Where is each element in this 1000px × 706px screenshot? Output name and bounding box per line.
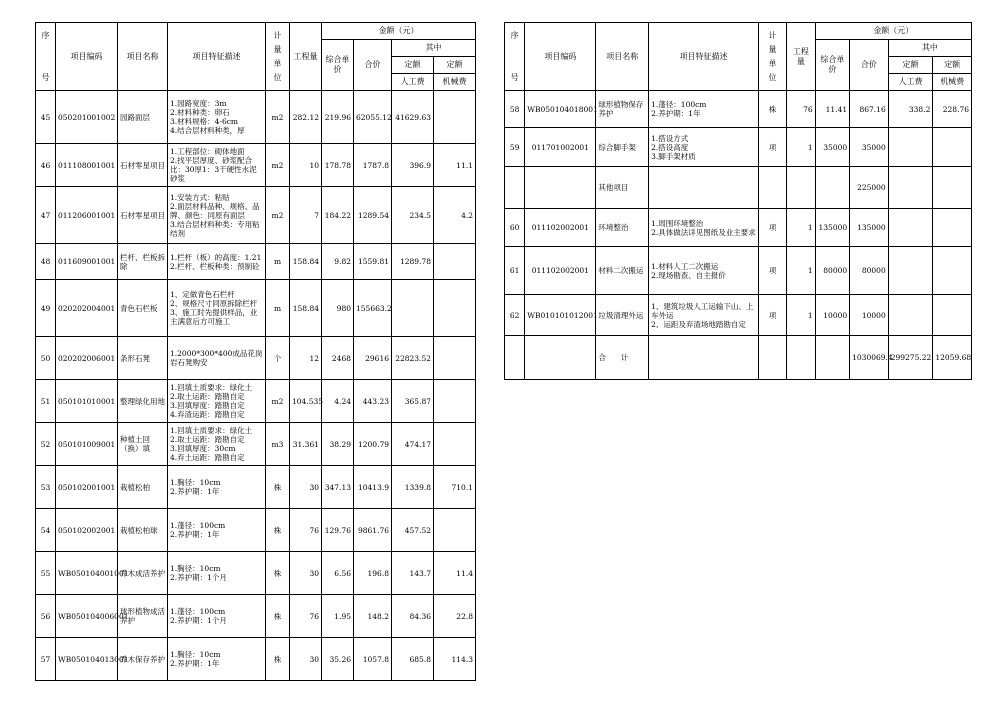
row-unit: m2: [266, 380, 290, 423]
row-total: 135000: [850, 209, 889, 247]
row-name: 环境整治: [596, 209, 649, 247]
row-total: 155663.2: [354, 280, 392, 337]
row-unit: [758, 336, 786, 380]
row-desc: [649, 167, 759, 209]
row-name: 材料二次搬运: [596, 247, 649, 295]
row-name: 园路面层: [118, 91, 168, 144]
row-labor: 41629.63: [392, 91, 434, 144]
header-unit-price: 综合单价: [815, 40, 850, 91]
header-seq: 序 号: [36, 23, 56, 91]
row-machine: 114.3: [434, 638, 476, 681]
row-seq: 60: [505, 209, 525, 247]
header-unit: 计 量 单 位: [758, 23, 786, 91]
row-code: WB010101012001: [525, 295, 596, 336]
row-name: 栏杆、栏板拆除: [118, 244, 168, 280]
row-machine: [933, 295, 972, 336]
header-total: 合价: [354, 40, 392, 91]
header-seq: 序 号: [505, 23, 525, 91]
row-total: 867.16: [850, 91, 889, 128]
header-unit-price: 综合单价: [322, 40, 354, 91]
row-unit-price: 1.95: [322, 595, 354, 638]
row-desc: 1.周围环境整治 2.具体做法详见图纸及业主要求: [649, 209, 759, 247]
row-qty: 10: [290, 144, 322, 187]
table-row: [36, 466, 476, 509]
row-desc: 1.蓬径：100cm 2.养护期：1个月: [168, 595, 266, 638]
table-row: [36, 244, 476, 280]
row-seq: 47: [36, 187, 56, 244]
row-unit-price: 35000: [815, 128, 850, 167]
row-desc: 1.材料人工二次搬运 2.现场勘查、自主报价: [649, 247, 759, 295]
table-row: [36, 638, 476, 681]
row-unit-price: 129.76: [322, 509, 354, 552]
row-machine: 710.1: [434, 466, 476, 509]
row-machine: [434, 337, 476, 380]
row-code: 011108001001: [56, 144, 118, 187]
table-row: [36, 595, 476, 638]
header-labor: 人工费: [888, 74, 933, 91]
header-amount: 金额（元）: [322, 23, 476, 40]
table-row: [36, 91, 476, 144]
row-qty: 1: [787, 247, 815, 295]
row-desc: 1.栏杆（板）的高度：1.21 2.栏杆、栏板种类：预制砼: [168, 244, 266, 280]
row-unit-price: 38.29: [322, 423, 354, 466]
header-code: 项目编码: [56, 23, 118, 91]
row-code: 011102002001: [525, 247, 596, 295]
row-total: 1030069.4: [850, 336, 889, 380]
row-unit: 株: [266, 552, 290, 595]
table-row: [36, 144, 476, 187]
row-desc: 1.安装方式：粘贴 2.面层材料品种、规格、品牌、颜色：同原有面层 3.结合层材料种类：专用粘结剂: [168, 187, 266, 244]
row-desc: [649, 336, 759, 380]
header-machine: 机械费: [933, 74, 972, 91]
row-unit: 株: [266, 509, 290, 552]
row-machine: [434, 244, 476, 280]
row-machine: [933, 247, 972, 295]
row-seq: 50: [36, 337, 56, 380]
row-code: [525, 167, 596, 209]
row-unit-price: [815, 336, 850, 380]
row-total: 1787.8: [354, 144, 392, 187]
row-code: 050201001002: [56, 91, 118, 144]
row-total: 10413.9: [354, 466, 392, 509]
row-qty: 31.361: [290, 423, 322, 466]
header-unit: 计 量 单 位: [266, 23, 290, 91]
row-code: 020202004001: [56, 280, 118, 337]
row-code: WB050104006001: [56, 595, 118, 638]
header-of-which: 其中: [392, 40, 476, 57]
row-labor: 365.87: [392, 380, 434, 423]
header-qty: 工程量: [290, 23, 322, 91]
row-code: 011206001001: [56, 187, 118, 244]
row-qty: 104.535: [290, 380, 322, 423]
row-code: 050102002001: [56, 509, 118, 552]
table-row: [505, 167, 972, 209]
row-qty: 76: [290, 509, 322, 552]
row-unit-price: 35.26: [322, 638, 354, 681]
row-desc: 1.胸径：10cm 2.养护期：1年: [168, 638, 266, 681]
row-machine: 22.8: [434, 595, 476, 638]
row-desc: 1.回填土质要求：绿化土 2.取土运距：踏勘自定 3.回填厚度：30cm 4.弃土运距：踏勘自定: [168, 423, 266, 466]
row-seq: 56: [36, 595, 56, 638]
row-name: 石材零星项目: [118, 187, 168, 244]
row-machine: 11.4: [434, 552, 476, 595]
row-desc: 1.园路宽度：3m 2.材料种类：卵石 3.材料规格：4-6cm 4.结合层材料种类，厚: [168, 91, 266, 144]
row-name: 整理绿化用地: [118, 380, 168, 423]
row-code: 050101010001: [56, 380, 118, 423]
row-seq: [505, 336, 525, 380]
row-machine: 11.1: [434, 144, 476, 187]
row-qty: [787, 336, 815, 380]
row-total: 35000: [850, 128, 889, 167]
row-total: 1200.79: [354, 423, 392, 466]
row-desc: 1.胸径：10cm 2.养护期：1个月: [168, 552, 266, 595]
row-machine: 12059.68: [933, 336, 972, 380]
row-labor: 84.36: [392, 595, 434, 638]
row-unit-price: 178.78: [322, 144, 354, 187]
header-amount: 金额（元）: [815, 23, 971, 40]
table-row: [36, 187, 476, 244]
row-machine: [434, 509, 476, 552]
row-unit-price: 80000: [815, 247, 850, 295]
row-name: 球形植物成活养护: [118, 595, 168, 638]
row-unit: m2: [266, 187, 290, 244]
row-total: 443.23: [354, 380, 392, 423]
row-machine: [434, 280, 476, 337]
row-qty: 12: [290, 337, 322, 380]
row-unit: m3: [266, 423, 290, 466]
row-unit: 个: [266, 337, 290, 380]
row-name: 其他项目: [596, 167, 649, 209]
row-total: 29616: [354, 337, 392, 380]
row-unit: m2: [266, 144, 290, 187]
header-desc: 项目特征描述: [168, 23, 266, 91]
row-unit: 株: [266, 466, 290, 509]
row-unit: m: [266, 244, 290, 280]
row-qty: 7: [290, 187, 322, 244]
row-unit-price: 2468: [322, 337, 354, 380]
row-seq: 52: [36, 423, 56, 466]
row-labor: [888, 295, 933, 336]
row-code: 050102001001: [56, 466, 118, 509]
row-unit-price: 219.96: [322, 91, 354, 144]
row-code: 011102002001: [525, 209, 596, 247]
row-qty: 1: [787, 128, 815, 167]
row-machine: [434, 91, 476, 144]
row-unit: 株: [758, 91, 786, 128]
row-total: 225000: [850, 167, 889, 209]
row-total: 1289.54: [354, 187, 392, 244]
row-name: 综合脚手架: [596, 128, 649, 167]
row-unit: [758, 167, 786, 209]
row-seq: 46: [36, 144, 56, 187]
row-labor: 22823.52: [392, 337, 434, 380]
row-desc: 1.搭设方式 2.搭设高度 3.脚手架材质: [649, 128, 759, 167]
row-desc: 1、建筑垃圾人工运输下山、上车外运 2、运距及弃渣场地踏勘自定: [649, 295, 759, 336]
table-row: [505, 295, 972, 336]
row-labor: 457.52: [392, 509, 434, 552]
row-name: 球形植物保存养护: [596, 91, 649, 128]
row-machine: [434, 423, 476, 466]
row-machine: [434, 380, 476, 423]
row-unit: 项: [758, 209, 786, 247]
row-seq: 57: [36, 638, 56, 681]
row-name: 乔木保存养护: [118, 638, 168, 681]
row-qty: [787, 167, 815, 209]
row-labor: [888, 167, 933, 209]
row-labor: [888, 209, 933, 247]
header-name: 项目名称: [118, 23, 168, 91]
table-row: [36, 552, 476, 595]
row-labor: [888, 128, 933, 167]
row-total: 196.8: [354, 552, 392, 595]
row-total: 80000: [850, 247, 889, 295]
row-machine: [933, 128, 972, 167]
row-seq: 45: [36, 91, 56, 144]
row-name: 条形石凳: [118, 337, 168, 380]
row-desc: 1.2000*300*400成品花岗岩石凳购安: [168, 337, 266, 380]
row-name: 乔木成活养护: [118, 552, 168, 595]
row-labor: 685.8: [392, 638, 434, 681]
row-unit-price: [815, 167, 850, 209]
row-unit-price: 6.56: [322, 552, 354, 595]
header-labor: 人工费: [392, 74, 434, 91]
row-labor: 234.5: [392, 187, 434, 244]
header-code: 项目编码: [525, 23, 596, 91]
header-machine: 机械费: [434, 74, 476, 91]
row-code: WB050104013001: [56, 638, 118, 681]
row-name: 栽植松柏球: [118, 509, 168, 552]
row-name: 栽植松柏: [118, 466, 168, 509]
row-labor: 1289.78: [392, 244, 434, 280]
row-desc: 1.工程部位：砌体地面 2.找平层厚度、砂浆配合比：30厚1：3干硬性水泥砂浆: [168, 144, 266, 187]
row-seq: 48: [36, 244, 56, 280]
row-qty: 1: [787, 209, 815, 247]
table-row: [505, 91, 972, 128]
row-seq: 62: [505, 295, 525, 336]
row-code: 011701002001: [525, 128, 596, 167]
row-labor: [392, 280, 434, 337]
header-quota: 定额: [933, 57, 972, 74]
table-row: [36, 380, 476, 423]
row-name: 合 计: [596, 336, 649, 380]
table-row: [505, 336, 972, 380]
row-unit: 项: [758, 295, 786, 336]
row-seq: 61: [505, 247, 525, 295]
row-machine: 228.76: [933, 91, 972, 128]
left-bill-table: [35, 22, 476, 681]
row-unit-price: 10000: [815, 295, 850, 336]
table-row: [505, 128, 972, 167]
table-row: [36, 423, 476, 466]
row-seq: [505, 167, 525, 209]
row-total: 10000: [850, 295, 889, 336]
header-quota: 定额: [434, 57, 476, 74]
row-seq: 53: [36, 466, 56, 509]
row-labor: 396.9: [392, 144, 434, 187]
header-total: 合价: [850, 40, 889, 91]
row-code: WB050104018001: [525, 91, 596, 128]
header-qty: 工程量: [787, 23, 815, 91]
row-seq: 54: [36, 509, 56, 552]
row-unit: 株: [266, 595, 290, 638]
row-qty: 76: [290, 595, 322, 638]
row-labor: 299275.22: [888, 336, 933, 380]
row-code: 020202006001: [56, 337, 118, 380]
row-code: WB050104001001: [56, 552, 118, 595]
row-code: 050101009001: [56, 423, 118, 466]
row-unit-price: 184.22: [322, 187, 354, 244]
row-labor: 338.2: [888, 91, 933, 128]
row-total: 1559.81: [354, 244, 392, 280]
row-unit-price: 9.82: [322, 244, 354, 280]
header-of-which: 其中: [888, 40, 971, 57]
table-row: [505, 209, 972, 247]
row-machine: 4.2: [434, 187, 476, 244]
row-qty: 76: [787, 91, 815, 128]
row-qty: 30: [290, 638, 322, 681]
row-unit: 项: [758, 247, 786, 295]
table-row: [36, 337, 476, 380]
row-desc: 1.回填土质要求：绿化土 2.取土运距：踏勘自定 3.回填厚度：踏勘自定 4.弃渣运距：踏勘自定: [168, 380, 266, 423]
row-unit-price: 11.41: [815, 91, 850, 128]
row-labor: 1339.8: [392, 466, 434, 509]
row-qty: 282.12: [290, 91, 322, 144]
row-qty: 1: [787, 295, 815, 336]
header-desc: 项目特征描述: [649, 23, 759, 91]
row-qty: 30: [290, 552, 322, 595]
row-unit: 株: [266, 638, 290, 681]
row-labor: [888, 247, 933, 295]
row-seq: 51: [36, 380, 56, 423]
row-unit-price: 347.13: [322, 466, 354, 509]
row-seq: 49: [36, 280, 56, 337]
row-labor: 474.17: [392, 423, 434, 466]
row-total: 9861.76: [354, 509, 392, 552]
row-name: 种植土回（换）填: [118, 423, 168, 466]
header-quota: 定额: [392, 57, 434, 74]
row-total: 1057.8: [354, 638, 392, 681]
row-name: 垃圾清理外运: [596, 295, 649, 336]
row-code: 011609001001: [56, 244, 118, 280]
row-unit: m: [266, 280, 290, 337]
header-quota: 定额: [888, 57, 933, 74]
table-row: [36, 509, 476, 552]
row-desc: 1、定做青色石栏杆 2、规格尺寸同原拆除栏杆 3、施工时先提供样品，业主满意后方可施工: [168, 280, 266, 337]
row-qty: 30: [290, 466, 322, 509]
row-unit: m2: [266, 91, 290, 144]
row-unit-price: 4.24: [322, 380, 354, 423]
table-row: [505, 247, 972, 295]
row-seq: 55: [36, 552, 56, 595]
row-unit: 项: [758, 128, 786, 167]
header-name: 项目名称: [596, 23, 649, 91]
row-machine: [933, 167, 972, 209]
row-seq: 59: [505, 128, 525, 167]
row-code: [525, 336, 596, 380]
row-desc: 1.蓬径：100cm 2.养护期：1年: [168, 509, 266, 552]
row-labor: 143.7: [392, 552, 434, 595]
row-name: 石材零星项目: [118, 144, 168, 187]
right-bill-table: [504, 22, 972, 380]
row-unit-price: 135000: [815, 209, 850, 247]
row-qty: 158.84: [290, 244, 322, 280]
row-desc: 1.胸径：10cm 2.养护期：1年: [168, 466, 266, 509]
row-total: 62055.12: [354, 91, 392, 144]
row-unit-price: 980: [322, 280, 354, 337]
row-name: 青色石栏板: [118, 280, 168, 337]
table-row: [36, 280, 476, 337]
row-desc: 1.蓬径：100cm 2.养护期：1年: [649, 91, 759, 128]
row-total: 148.2: [354, 595, 392, 638]
row-seq: 58: [505, 91, 525, 128]
row-machine: [933, 209, 972, 247]
row-qty: 158.84: [290, 280, 322, 337]
